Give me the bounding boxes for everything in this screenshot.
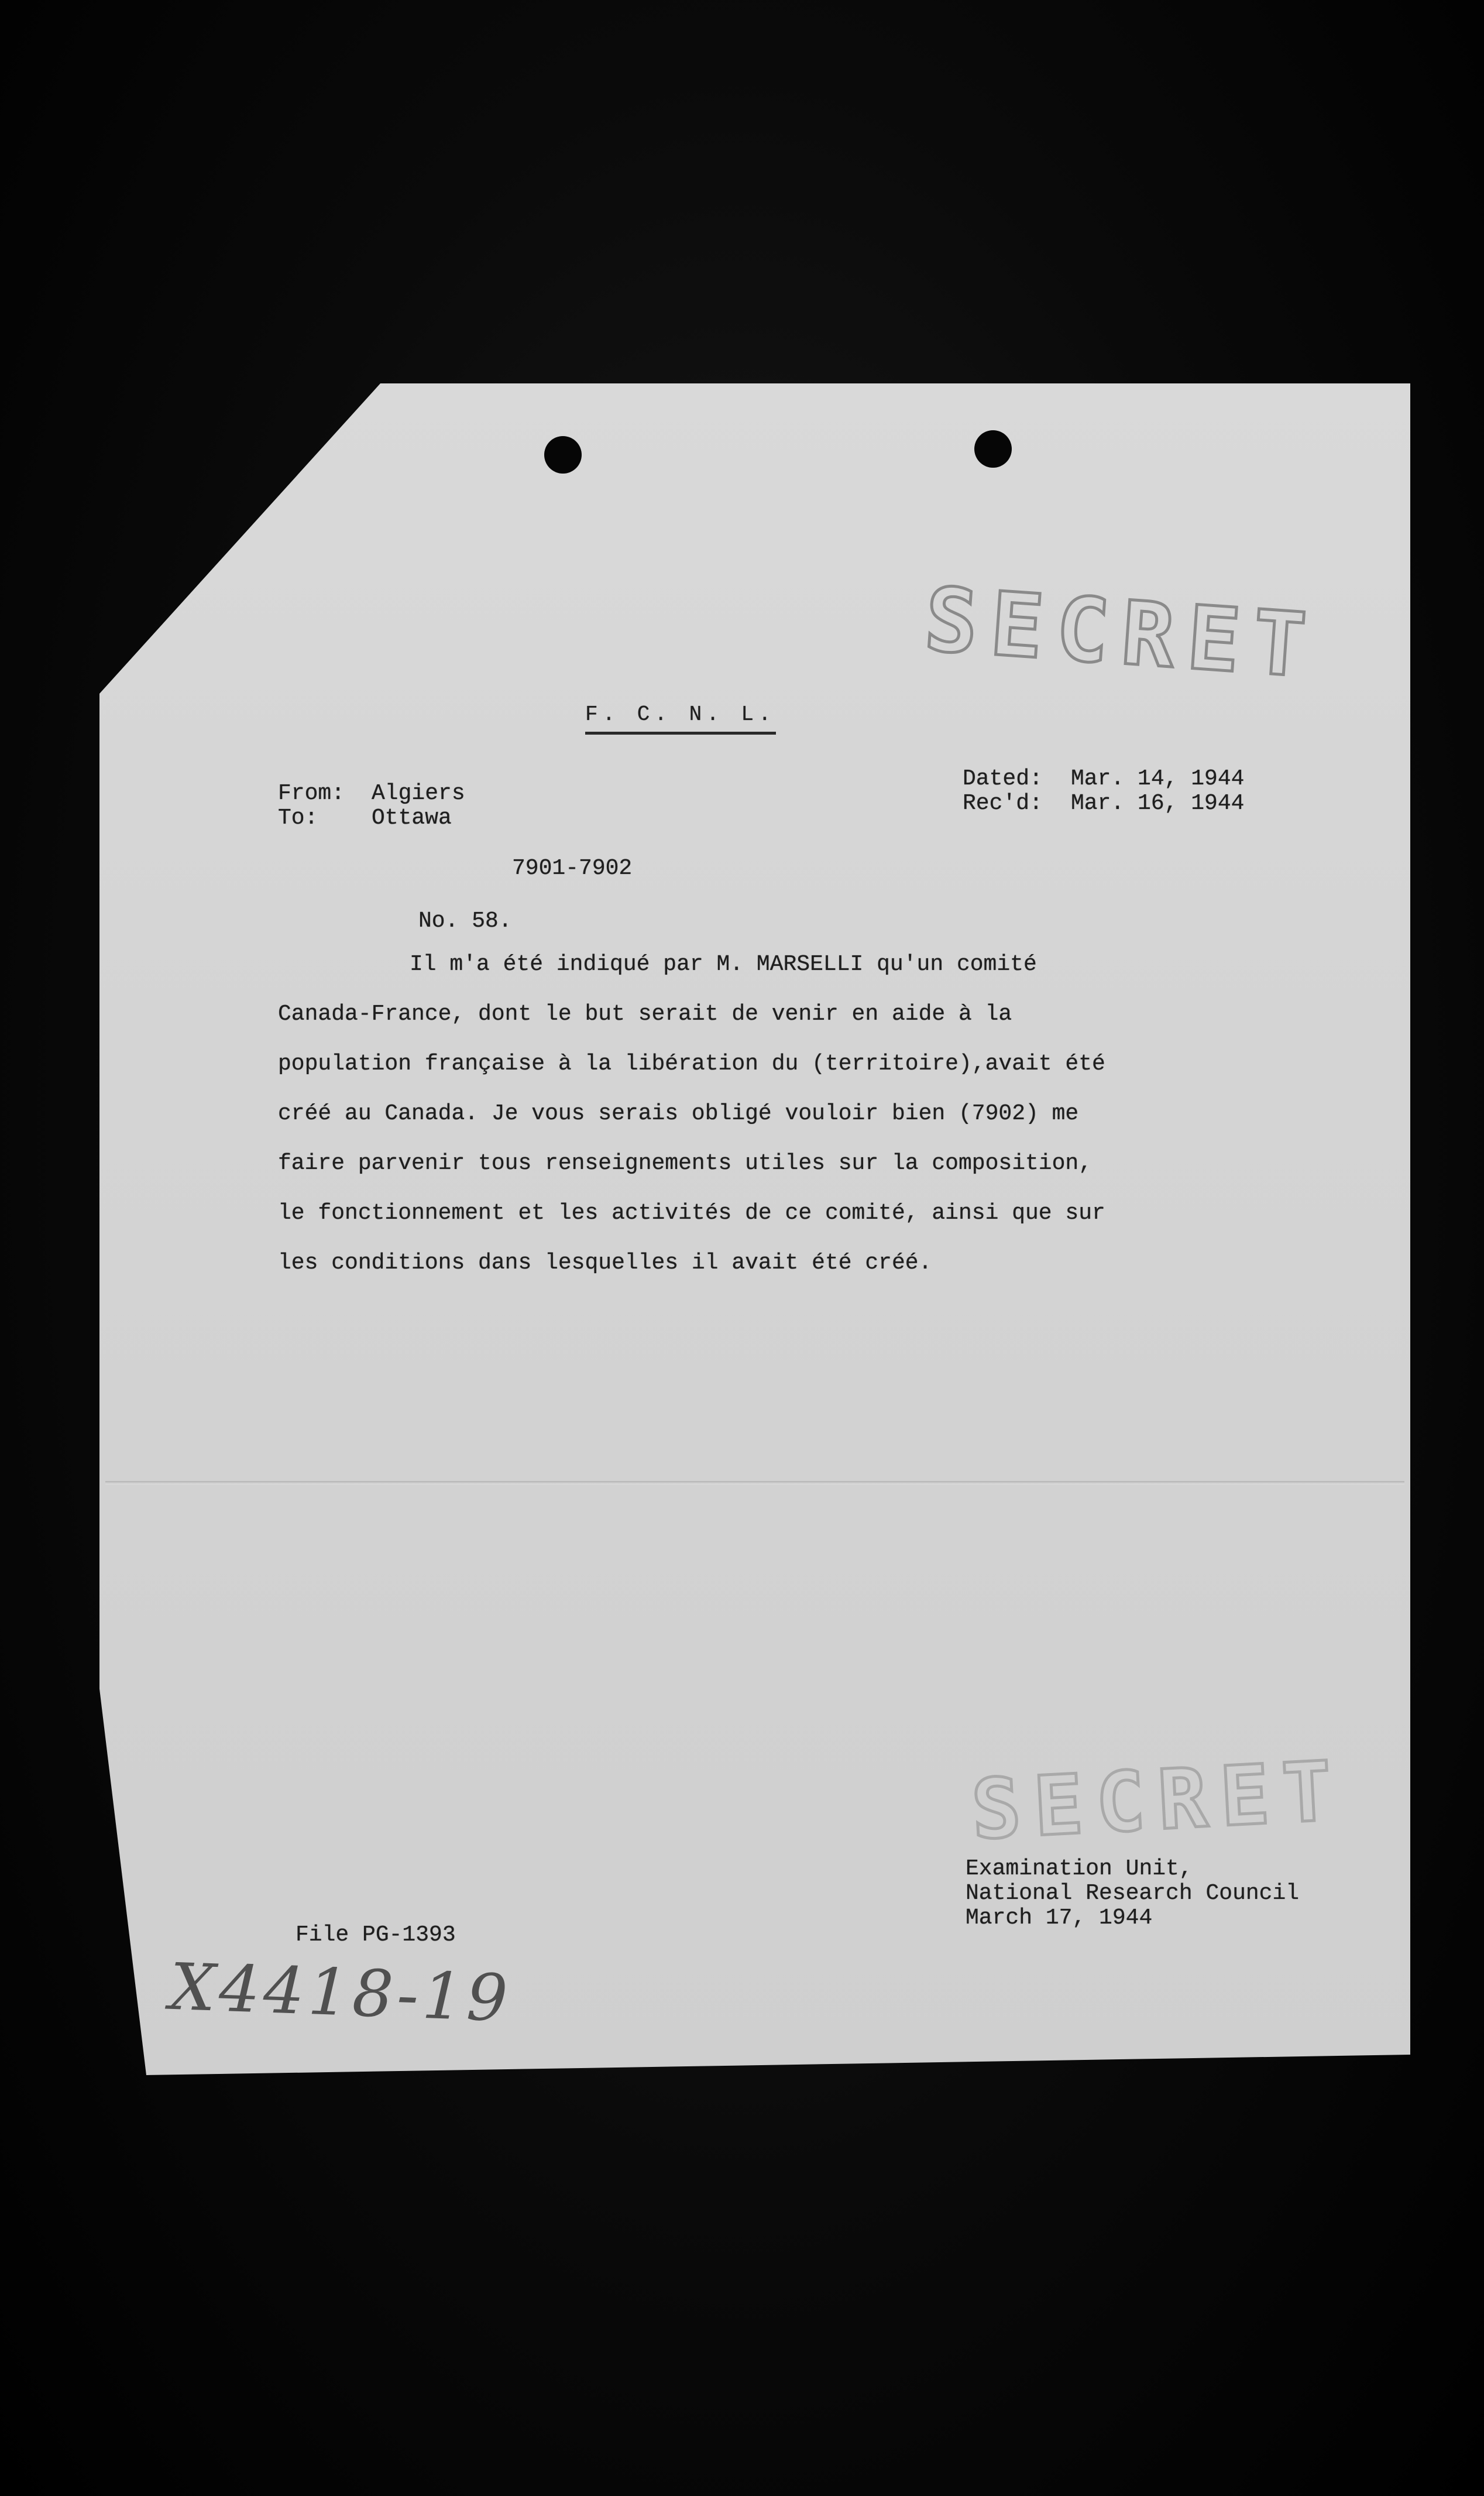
body-line: les conditions dans lesquelles il avait été créé.	[278, 1250, 932, 1276]
recd-value: Mar. 16, 1944	[1071, 791, 1245, 816]
message-body	[278, 940, 1284, 1288]
punch-hole-left	[544, 436, 582, 474]
punch-hole-right	[974, 430, 1012, 468]
body-line: Canada-France, dont le but serait de venir en aide à la	[278, 1002, 1012, 1027]
dated-line	[963, 767, 1244, 791]
from-line	[278, 781, 465, 806]
body-line: le fonctionnement et les activités de ce comité, ainsi que sur	[278, 1201, 1105, 1226]
from-to-block	[278, 781, 465, 831]
secret-stamp-top: SECRET	[921, 568, 1322, 698]
message-number: No. 58.	[418, 908, 512, 934]
paper-fold-line	[105, 1481, 1404, 1484]
file-reference: File PG-1393	[296, 1922, 456, 1948]
to-label: To:	[278, 805, 318, 831]
dated-label: Dated:	[963, 766, 1043, 791]
signature-unit: Examination Unit,	[966, 1856, 1193, 1881]
recd-line	[963, 791, 1244, 816]
signature-date: March 17, 1944	[966, 1905, 1153, 1931]
body-line: Il m'a été indiqué par M. MARSELLI qu'un comité	[410, 952, 1037, 977]
document-heading: F. C. N. L.	[585, 702, 776, 735]
message-range: 7901-7902	[512, 856, 633, 881]
recd-label: Rec'd:	[963, 791, 1043, 816]
to-line	[278, 806, 465, 831]
body-line: créé au Canada. Je vous serais obligé vouloir bien (7902) me	[278, 1101, 1079, 1126]
from-value: Algiers	[372, 781, 465, 806]
handwritten-reference: X4418-19	[168, 1949, 513, 2036]
dated-value: Mar. 14, 1944	[1071, 766, 1245, 791]
signature-organization: National Research Council	[966, 1881, 1300, 1906]
body-line: faire parvenir tous renseignements utiles sur la composition,	[278, 1151, 1093, 1176]
secret-stamp-bottom: SECRET	[969, 1743, 1347, 1859]
to-value: Ottawa	[372, 805, 452, 831]
dates-block	[963, 767, 1244, 816]
signature-block	[966, 1857, 1299, 1931]
body-line: population française à la libération du (territoire),avait été	[278, 1051, 1105, 1076]
from-label: From:	[278, 781, 345, 806]
